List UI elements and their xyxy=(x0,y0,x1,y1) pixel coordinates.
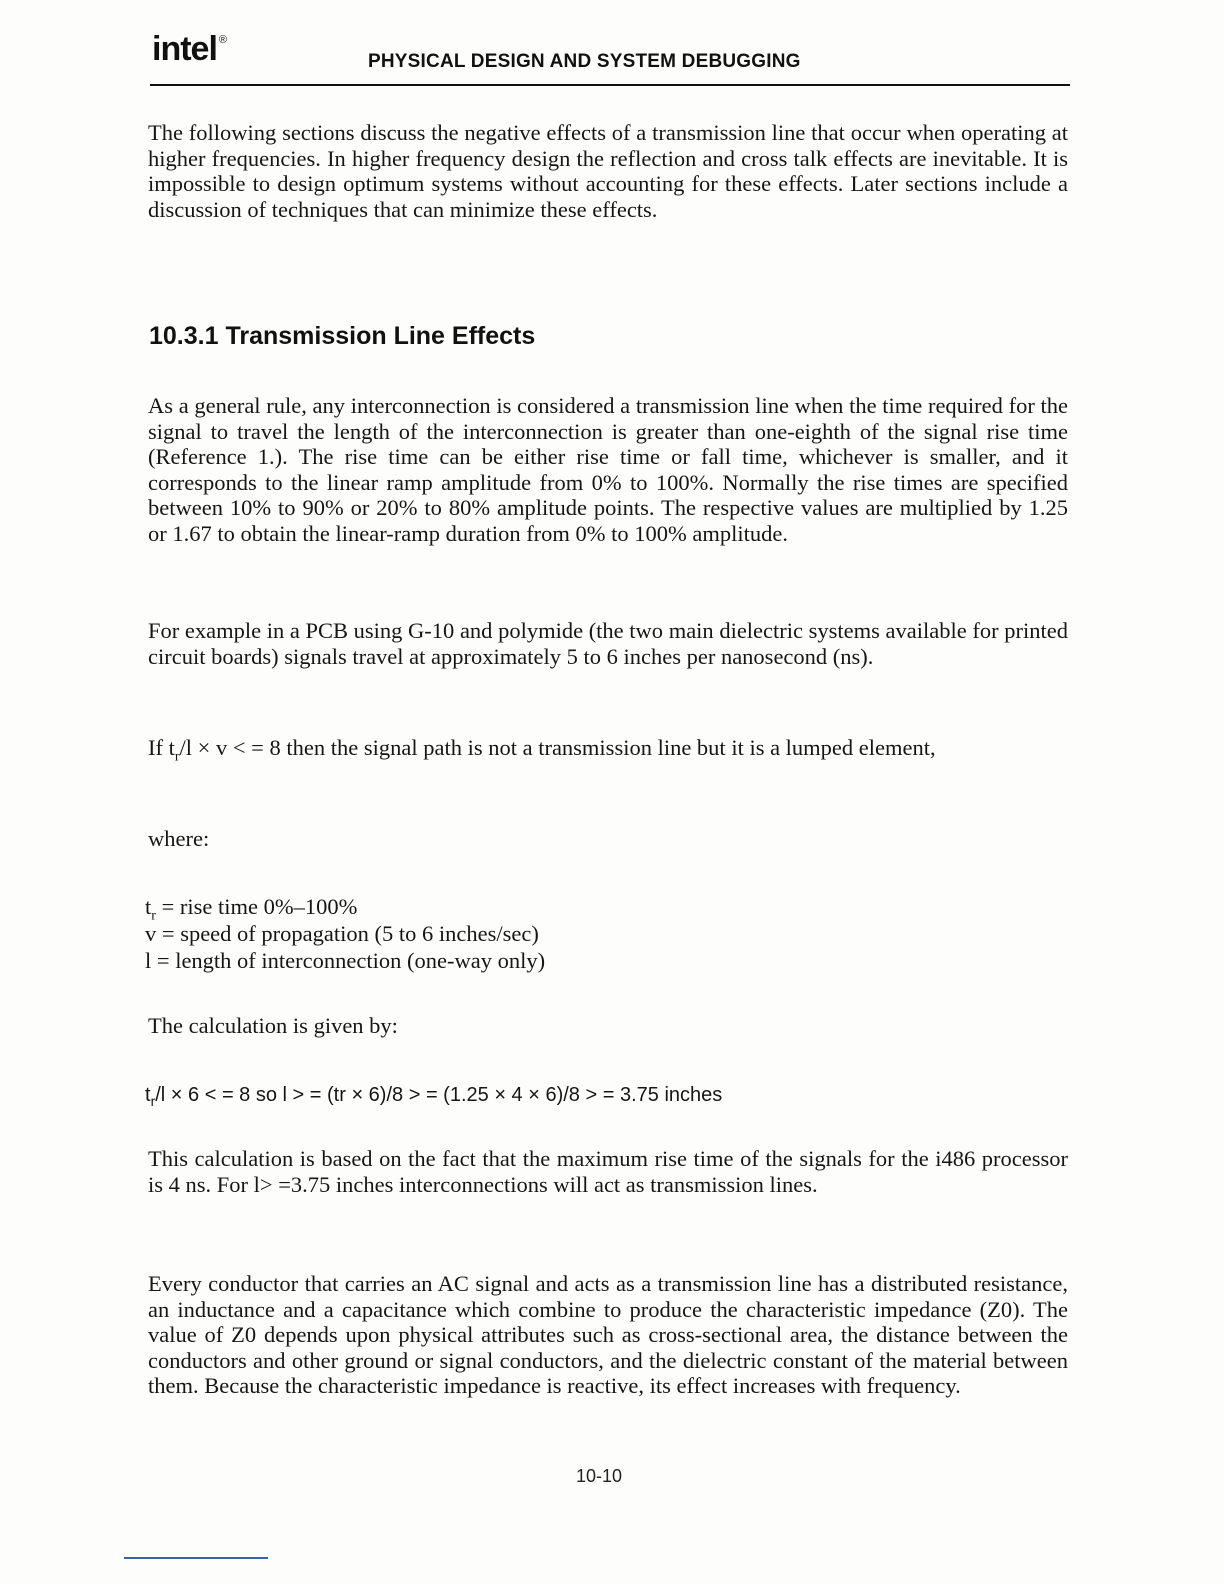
paragraph-i486-note: This calculation is based on the fact that the maximum rise time of the signals for the i486 processor is 4 ns. For l> =3.75 inches interconnections will act as transmission lines. xyxy=(148,1146,1068,1197)
section-heading: 10.3.1 Transmission Line Effects xyxy=(149,322,536,350)
variable-definitions xyxy=(145,893,545,974)
logo-text: intel xyxy=(152,30,217,68)
calculation-intro: The calculation is given by: xyxy=(148,1013,398,1038)
registered-mark: ® xyxy=(218,34,227,46)
footer-divider xyxy=(124,1557,268,1559)
tr-symbol: t xyxy=(145,894,152,919)
formula-prefix: t xyxy=(145,1084,151,1106)
definition-tr xyxy=(145,893,545,924)
intel-logo xyxy=(152,30,226,69)
formula-subscript: r xyxy=(150,1093,156,1109)
condition-rest: /l × v < = 8 then the signal path is not a transmission line but it is a lumped element, xyxy=(179,735,936,760)
where-label: where: xyxy=(148,826,210,851)
intro-paragraph: The following sections discuss the negative effects of a transmission line that occur when operating at higher frequencies. In higher frequency design the reflection and cross talk effects are inevitable. It is impossible to design optimum systems without accounting for these effects. Later sections include a discussion of techniques that can minimize these effects. xyxy=(148,120,1068,222)
definition-v: v = speed of propagation (5 to 6 inches/sec) xyxy=(145,921,539,946)
formula-rest: /l × 6 < = 8 so l > = (tr × 6)/8 > = (1.25 × 4 × 6)/8 > = 3.75 inches xyxy=(155,1084,723,1106)
paragraph-pcb-example: For example in a PCB using G-10 and polymide (the two main dielectric systems available for printed circuit boards) signals travel at approximately 5 to 6 inches per nanosecond (ns). xyxy=(148,618,1068,669)
paragraph-general-rule: As a general rule, any interconnection is considered a transmission line when the time required for the signal to travel the length of the interconnection is greater than one-eighth of the signal rise time (Reference 1.). The rise time can be either rise time or fall time, whichever is smaller, and it corresponds to the linear ramp amplitude from 0% to 100%. Normally the rise times are specified between 10% to 90% or 20% to 80% amplitude points. The respective values are multiplied by 1.25 or 1.67 to obtain the linear-ramp duration from 0% to 100% amplitude. xyxy=(148,393,1068,546)
page-number: 10-10 xyxy=(576,1466,623,1486)
tr-text: = rise time 0%–100% xyxy=(155,894,358,919)
condition-statement xyxy=(148,735,1068,765)
definition-l: l = length of interconnection (one-way only) xyxy=(145,948,546,973)
calculation-formula xyxy=(145,1084,722,1107)
paragraph-characteristic-impedance: Every conductor that carries an AC signal and acts as a transmission line has a distributed resistance, an inductance and a capacitance which combine to produce the characteristic impedance (Z0). The value of Z0 depends upon physical attributes such as cross-sectional area, the distance between the conductors and other ground or signal conductors, and the dielectric constant of the material between them. Because the characteristic impedance is reactive, its effect increases with frequency. xyxy=(148,1271,1068,1398)
header-divider xyxy=(150,84,1070,86)
condition-subscript: r xyxy=(174,749,180,765)
running-header-title: PHYSICAL DESIGN AND SYSTEM DEBUGGING xyxy=(368,51,801,72)
condition-prefix: If t xyxy=(148,735,175,760)
tr-subscript: r xyxy=(151,908,156,924)
